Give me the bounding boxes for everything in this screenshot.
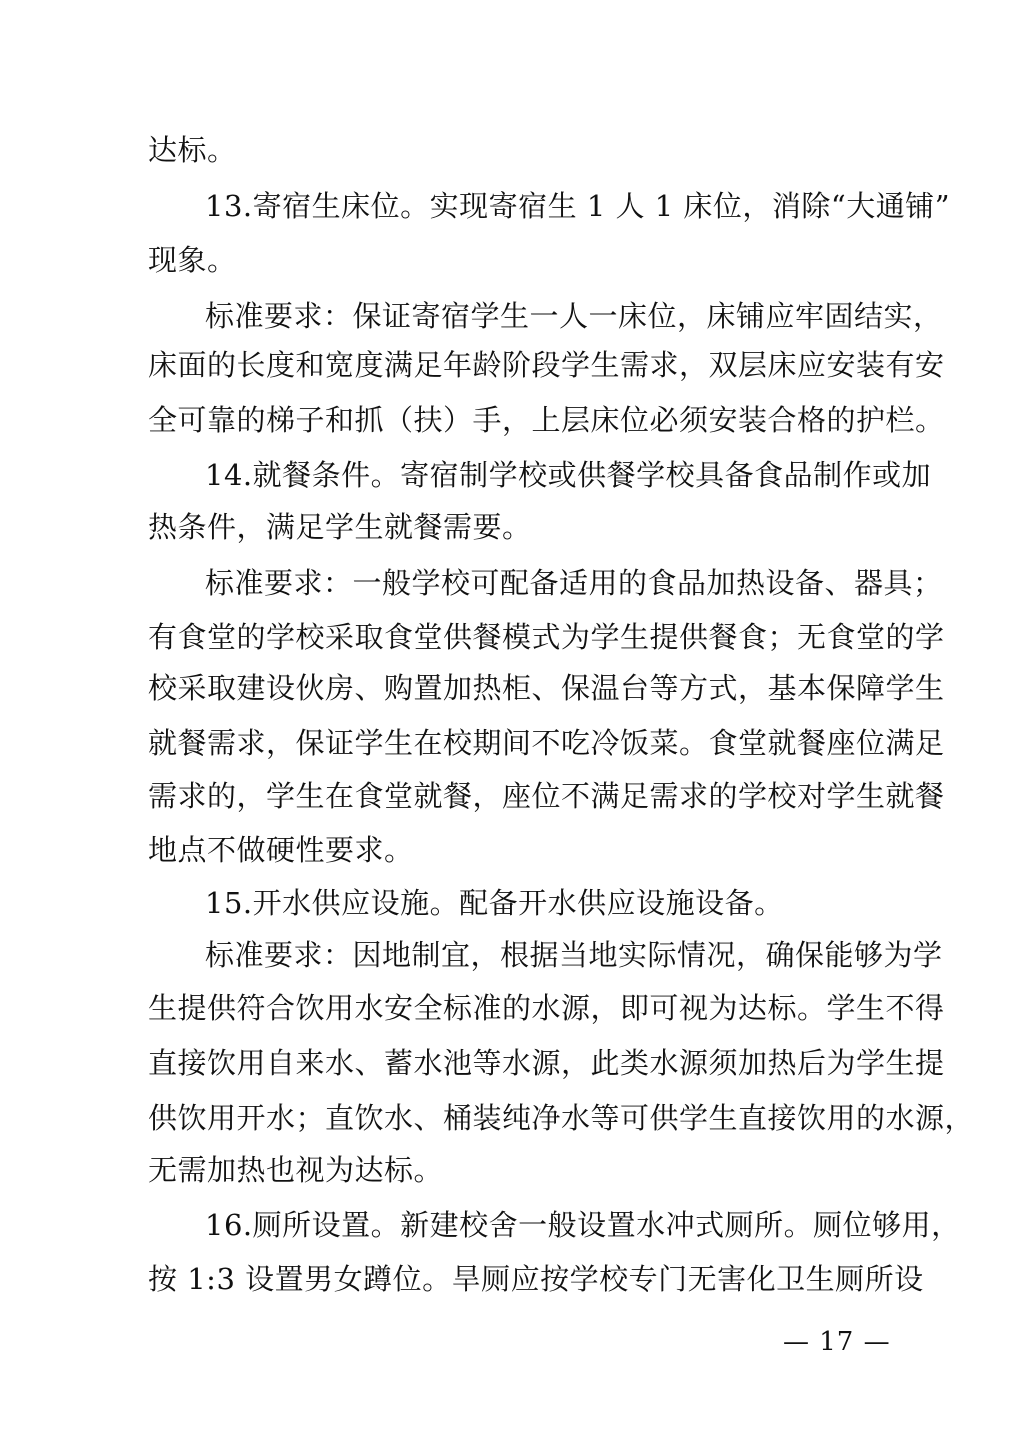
text-line: 床面的长度和宽度满足年龄阶段学生需求，双层床应安装有安 xyxy=(148,348,945,382)
section-heading-13: 13.寄宿生床位。实现寄宿生 1 人 1 床位，消除“大通铺” xyxy=(205,189,951,223)
text-line: 校采取建设伙房、购置加热柜、保温台等方式，基本保障学生 xyxy=(148,671,945,705)
text-line: 需求的，学生在食堂就餐，座位不满足需求的学校对学生就餐 xyxy=(148,779,945,813)
text-line: 按 1:3 设置男女蹲位。旱厕应按学校专门无害化卫生厕所设 xyxy=(148,1262,924,1296)
text-line: 供饮用开水；直饮水、桶装纯净水等可供学生直接饮用的水源， xyxy=(148,1101,975,1135)
text-line: 无需加热也视为达标。 xyxy=(148,1153,444,1187)
standard-requirement-13: 标准要求：保证寄宿学生一人一床位，床铺应牢固结实， xyxy=(205,299,943,333)
standard-requirement-14: 标准要求：一般学校可配备适用的食品加热设备、器具； xyxy=(205,566,943,600)
standard-requirement-15: 标准要求：因地制宜，根据当地实际情况，确保能够为学 xyxy=(205,938,943,972)
section-heading-16: 16.厕所设置。新建校舍一般设置水冲式厕所。厕位够用， xyxy=(205,1208,961,1242)
text-line: 地点不做硬性要求。 xyxy=(148,833,414,867)
text-line: 生提供符合饮用水安全标准的水源，即可视为达标。学生不得 xyxy=(148,991,945,1025)
text-line: 达标。 xyxy=(148,133,237,167)
text-line: 现象。 xyxy=(148,243,237,277)
text-line: 全可靠的梯子和抓（扶）手，上层床位必须安装合格的护栏。 xyxy=(148,403,945,437)
text-line: 有食堂的学校采取食堂供餐模式为学生提供餐食；无食堂的学 xyxy=(148,620,945,654)
text-line: 热条件，满足学生就餐需要。 xyxy=(148,510,532,544)
page-number: — 17 — xyxy=(783,1327,891,1357)
section-heading-14: 14.就餐条件。寄宿制学校或供餐学校具备食品制作或加 xyxy=(205,458,932,492)
section-heading-15: 15.开水供应设施。配备开水供应设施设备。 xyxy=(205,886,784,920)
text-line: 直接饮用自来水、蓄水池等水源，此类水源须加热后为学生提 xyxy=(148,1046,945,1080)
text-line: 就餐需求，保证学生在校期间不吃冷饭菜。食堂就餐座位满足 xyxy=(148,726,945,760)
